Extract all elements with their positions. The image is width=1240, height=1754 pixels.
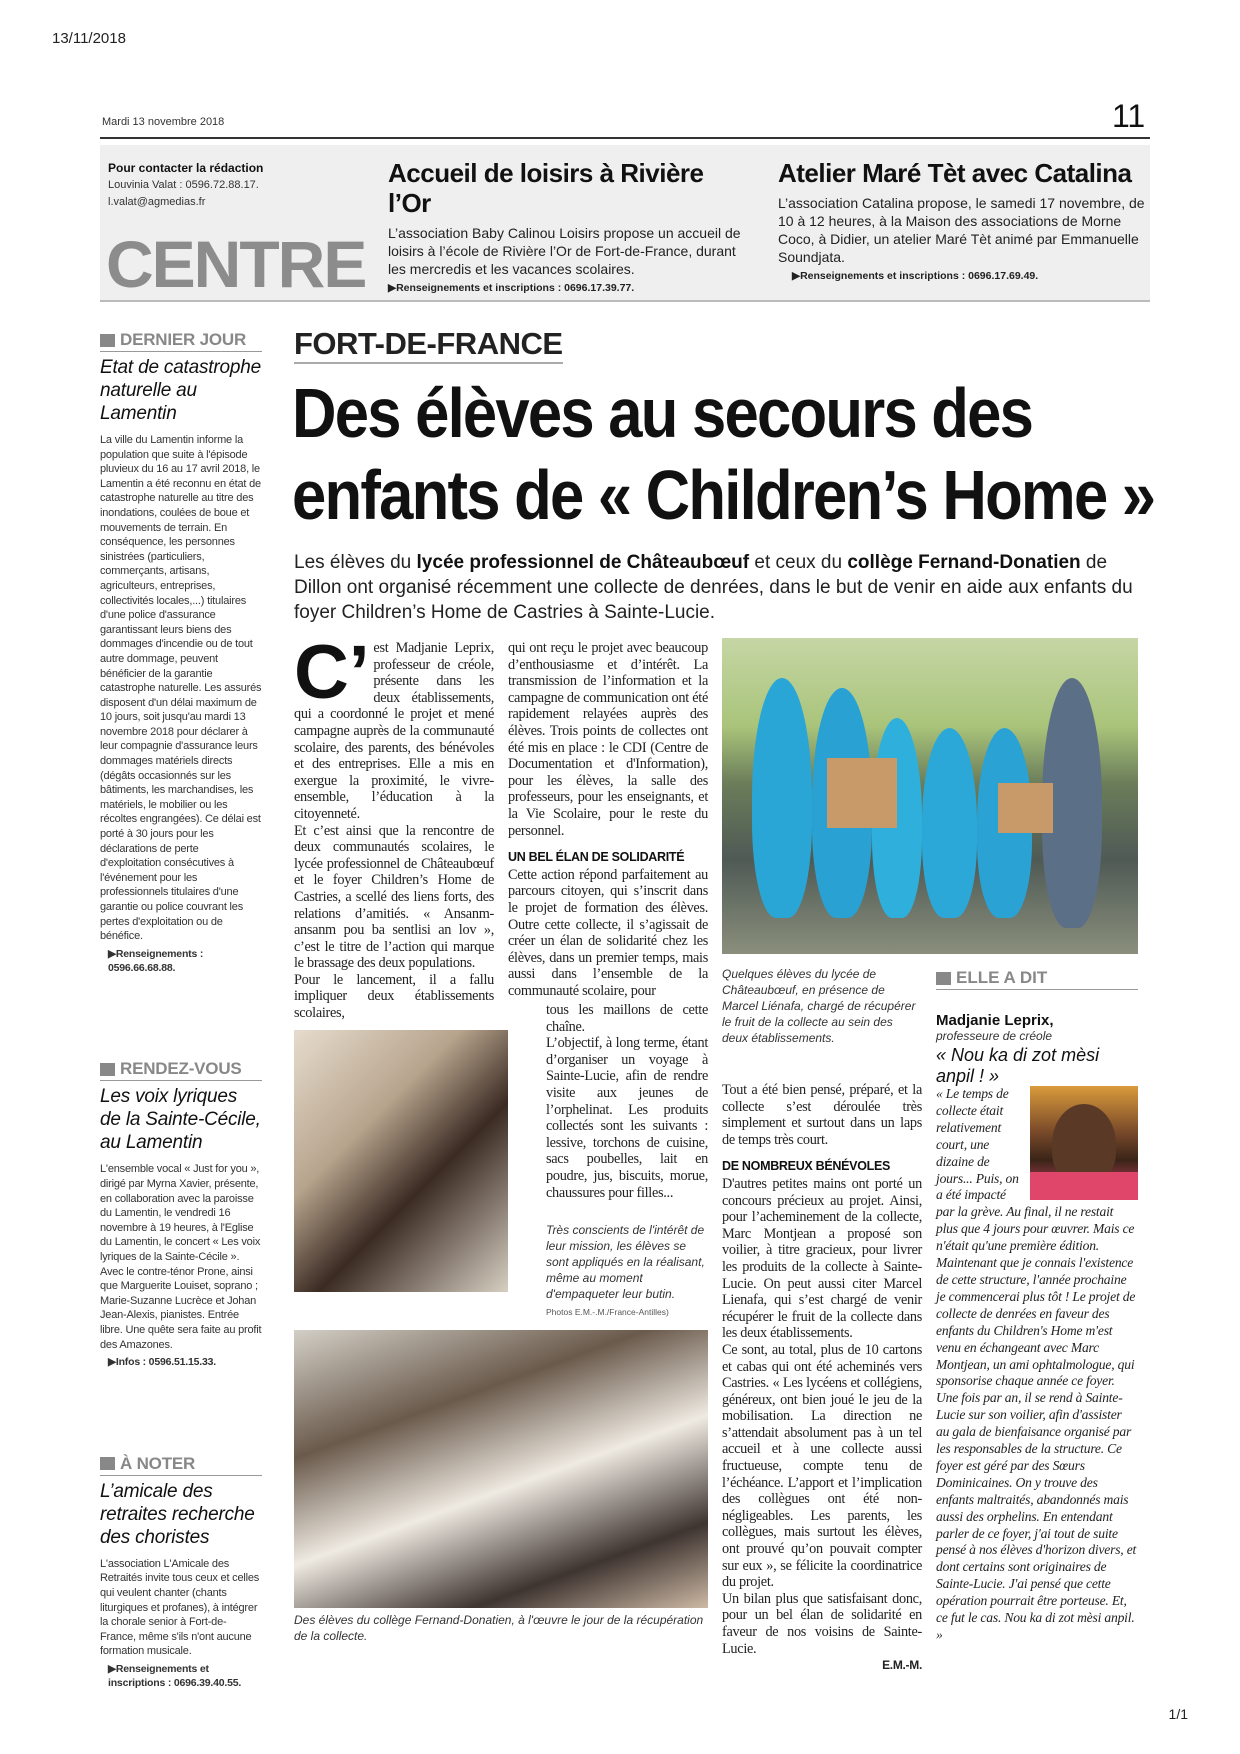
brief-info: ▶Renseignements et inscriptions : 0696.17.39.77. — [388, 282, 635, 294]
sidebar-text: L'association L'Amicale des Retraités invite tous ceux et celles qui veulent chanter (chants liturgiques et profanes), à intégrer la chorale senior à Fort-de-France, même s'ils n'ont aucune formation musicale. — [100, 1557, 260, 1658]
lead-bold: lycée professionnel de Châteaubœuf — [416, 552, 750, 573]
sidebar-info: ▶Renseignements et inscriptions : 0696.39.40.55. — [108, 1663, 242, 1689]
print-date: 13/11/2018 — [52, 30, 126, 47]
interviewee-name: Madjanie Leprix, — [936, 1012, 1054, 1029]
subheading: DE NOMBREUX BÉNÉVOLES — [722, 1159, 891, 1174]
brief-title: Atelier Maré Tèt avec Catalina — [778, 158, 1132, 188]
photo-students-with-boxes — [722, 638, 1138, 954]
kicker-label: DERNIER JOUR — [120, 330, 247, 349]
brief-atelier — [778, 158, 1148, 285]
subheading: UN BEL ÉLAN DE SOLIDARITÉ — [508, 850, 685, 865]
brief-title: Accueil de loisirs à Rivière l’Or — [388, 158, 704, 218]
sidebar-info: ▶Infos : 0596.51.15.33. — [108, 1356, 216, 1369]
sidebar-title: Les voix lyriques de la Sainte-Cécile, au Lamentin — [100, 1086, 261, 1154]
header-rule — [100, 137, 1150, 139]
brief-text: L’association Baby Calinou Loisirs propose un accueil de loisirs à l’école de Rivière l’Or de Fort-de-France, durant les mercredis et les vacances scolaires. — [388, 225, 741, 277]
kicker — [100, 330, 262, 352]
sidebar-item-rendez-vous — [100, 1059, 262, 1369]
photo-credit: Photos E.M.-.M./France-Antilles) — [546, 1307, 669, 1317]
paragraph: Un bilan plus que satisfaisant donc, pour un bel élan de solidarité en faveur de nos voisins de Sainte-Lucie. — [722, 1590, 922, 1657]
kicker — [100, 1454, 262, 1476]
paragraph: Pour le lancement, il a fallu impliquer deux établissements scolaires, — [294, 971, 494, 1022]
headline-line: enfants de « Children’s Home » — [292, 456, 1155, 534]
square-bullet-icon — [936, 972, 951, 985]
brief-text: L’association Catalina propose, le samedi 17 novembre, de 10 à 12 heures, à la Maison des associations de Morne Coco, à Didier, un atelier Maré Tèt animé par Emmanuelle Soundjata. — [778, 195, 1145, 265]
square-bullet-icon — [100, 1457, 115, 1470]
photo-students-packing — [294, 1030, 508, 1292]
lead-text: Les élèves du — [294, 552, 417, 573]
kicker — [100, 1059, 262, 1081]
contact-person: Louvinia Valat : 0596.72.88.17. — [108, 179, 259, 191]
paragraph: qui ont reçu le projet avec beaucoup d’enthousiasme et d’intérêt. La transmission de l’information et la campagne de communication ont été rapidement relayées auprès des élèves. Trois points de collectes ont été mis en place : le CDI (Centre de Documentation et d'Information), pour les élèves, la salle des professeurs, pour les enseignants, et la Vie Scolaire, pour le reste du personnel. — [508, 640, 708, 839]
interview-quote-title: « Nou ka di zot mèsi anpil ! » — [936, 1045, 1100, 1086]
contact-box — [108, 160, 338, 211]
lead-text: de Dillon ont organisé récemment une collecte de denrées, dans le but de venir en aide aux enfants du foyer Children’s Home de Castries à Sainte-Lucie. — [294, 552, 1133, 623]
paragraph: D'autres petites mains ont porté un concours précieux au projet. Ainsi, pour l’acheminement de la collecte, Marc Montjean a proposé son voilier, à titre gracieux, pour livrer les produits de la collecte à Sainte-Lucie. On peut aussi citer Marcel Lienafa, qui s’est chargé de venir récupérer le fruit de la collecte dans les deux établissements. — [722, 1175, 922, 1342]
article-signature: E.M.-M. — [882, 1658, 922, 1673]
article-lead — [294, 550, 1154, 625]
print-page-count: 1/1 — [1168, 1706, 1188, 1722]
sidebar-text: L'ensemble vocal « Just for you », dirigé par Myrna Xavier, présente, en collaboration avec la paroisse du Lamentin, le vendredi 16 novembre à 19 heures, à l'Eglise du Lamentin, le concert « Les voix lyriques de la Sainte-Cécile ». Avec le contre-ténor Prone, ainsi que Marguerite Louiset, soprano ; Marie-Suzanne Lucrèce et Johan Jean-Alexis, pianistes. Entrée libre. Une quête sera faite au profit des Amazones. — [100, 1163, 262, 1351]
sidebar-title: L’amicale des retraites recherche des choristes — [100, 1480, 255, 1548]
sidebar-item-a-noter — [100, 1454, 262, 1690]
kicker-label: ELLE A DIT — [956, 968, 1048, 987]
photo-caption: Quelques élèves du lycée de Châteaubœuf, en présence de Marcel Liénafa, chargé de récupérer le fruit de la collecte au sein des deux établissements. — [722, 967, 916, 1045]
article-headline — [292, 372, 1155, 536]
paragraph: Cette action répond parfaitement au parcours citoyen, qui s’inscrit dans le projet de formation des élèves. Outre cette collecte, il s’agissait de créer un élan de solidarité chez les élèves, dans un premier temps, mais aussi dans l’ensemble de la communauté scolaire, pour — [508, 866, 708, 999]
square-bullet-icon — [100, 1063, 115, 1076]
photo-portrait — [1030, 1086, 1138, 1200]
interview-box — [936, 968, 1138, 1087]
brief-loisirs — [388, 158, 748, 297]
kicker — [936, 968, 1138, 990]
article-column-3 — [722, 1082, 922, 1674]
square-bullet-icon — [100, 334, 115, 347]
drop-cap: C’ — [294, 630, 370, 715]
photo-college-students — [294, 1330, 708, 1608]
paragraph: Et c’est ainsi que la rencontre de deux communautés scolaires, le lycée professionnel de Châteaubœuf et le foyer Children’s Home de Castries, a scellé des liens forts, des relations d’amitiés. « Ansanm-ansanm pou ba sentlisi an lov », c’est le titre de l’action qui marque le brassage des deux populations. — [294, 822, 494, 972]
kicker-label: RENDEZ-VOUS — [120, 1059, 242, 1079]
lead-bold: collège Fernand-Donatien — [847, 552, 1081, 573]
paragraph: tous les maillons de cette chaîne. — [546, 1002, 708, 1035]
paragraph: L’objectif, à long terme, étant d’organiser un voyage à Sainte-Lucie, afin de rendre visite aux jeunes de l’orphelinat. Les produits collectés sont les suivants : lessive, torchons de cuisine, sacs poubelles, lait en poudre, jus, biscuits, morue, chaussures pour filles... — [546, 1035, 708, 1201]
photo-caption: Des élèves du collège Fernand-Donatien, à l'œuvre le jour de la récupération de la collecte. — [294, 1613, 704, 1643]
page-number: 11 — [1112, 98, 1146, 134]
lead-text: et ceux du — [749, 552, 848, 573]
sidebar-info: ▶Renseignements : 0596.66.68.88. — [108, 947, 204, 974]
article-rubric: FORT-DE-FRANCE — [294, 326, 563, 364]
paragraph: est Madjanie Leprix, professeur de créole, présente dans les deux établissements, qui a coordonné le projet et mené campagne auprès de la communauté scolaire, des parents, des bénévoles et des entreprises. Elle a mis en exergue la proximité, le vivre-ensemble, l’éducation à la citoyenneté. — [294, 640, 494, 822]
article-column-2b — [546, 1002, 708, 1201]
contact-email[interactable]: l.valat@agmedias.fr — [108, 196, 206, 208]
sidebar — [100, 330, 262, 1690]
sidebar-item-dernier-jour — [100, 330, 262, 975]
interview-quote: « Le temps de collecte était relativement court, une dizaine de jours... Puis, on a été impacté par la grève. Au final, il ne restait plus que 4 jours pour œuvrer. Mais ce n'était qu'une première édition. Maintenant que je connais l'existence de cette structure, l'année prochaine je commencerai plus tôt ! Le projet de collecte de denrées en faveur des enfants du Children's Home m'est venu en échangeant avec Marc Montjean, un ami ophtalmologue, qui sponsorise chaque année ce foyer. Une fois par an, il se rend à Sainte-Lucie sur son voilier, afin d'assister au gala de bienfaisance organisé par les responsables de la structure. Ce foyer est géré par des Sœurs Dominicaines. On y trouve des enfants maltraités, abandonnés mais aussi des orphelins. En entendant parler de ce foyer, j'ai tout de suite pensé à nos élèves d'horizon divers, et dont certains sont originaires de Sainte-Lucie. J'ai pensé que cette opération pourrait être porteuse. Et, ce fut le cas. Nou ka di zot mèsi anpil. » — [936, 1086, 1137, 1642]
paragraph: Ce sont, au total, plus de 10 cartons et cabas qui ont été acheminés vers Castries. « Les lycéens et collégiens, généreux, ont bien joué le jeu de la mobilisation. La direction ne s’attendait absolument pas à un tel accueil et à une collecte aussi fructueuse, compte tenu de l’échéance. L’apport et l’implication des collègues ont été non-négligeables. Les parents, les collègues, mais surtout les élèves, ont prouvé qu’on pouvait compter sur eux », se félicite la coordinatrice du projet. — [722, 1341, 922, 1591]
photo-caption: Très conscients de l'intérêt de leur mission, les élèves se sont appliqués en la réalisant, même au moment d'empaqueter leur butin. — [546, 1223, 705, 1301]
contact-title: Pour contacter la rédaction — [108, 161, 264, 175]
sidebar-text: La ville du Lamentin informe la population que suite à l'épisode pluvieux du 16 au 17 avril 2018, le Lamentin a été reconnu en état de catastrophe naturelle au titre des inondations, coulées de boue et mouvements de terrain. En conséquence, les personnes sinistrées (particuliers, commerçants, artisans, agriculteurs, entreprises, collectivités locales,...) titulaires d'une police d'assurance garantissant leurs biens des dommages d'incendie ou de tout autre dommage, peuvent bénéficier de la garantie catastrophe naturelle. Les assurés disposent d'un délai maximum de 10 jours, soit jusqu'au mardi 13 novembre 2018 pour déclarer à leur compagnie d'assurance leurs dommages matériels directs (dégâts occasionnés sur les bâtiments, les marchandises, les matériels, le mobilier ou les récoltes engrangées). Ce délai est porté à 30 jours pour les déclarations de perte d'exploitation consécutives à l'événement pour les professionnels titulaires d'une garantie ou police couvrant les pertes d'exploitation ou de bénéfice. — [100, 434, 262, 943]
article-column-2 — [508, 640, 708, 999]
kicker-label: À NOTER — [120, 1453, 196, 1473]
sidebar-title: Etat de catastrophe naturelle au Lamentin — [100, 357, 261, 424]
interviewee-role: professeure de créole — [936, 1029, 1053, 1043]
section-title: CENTRE — [106, 227, 366, 301]
headline-line: Des élèves au secours des — [292, 374, 1033, 452]
brief-info: ▶Renseignements et inscriptions : 0696.17.69.49. — [792, 270, 1039, 282]
paragraph: Tout a été bien pensé, préparé, et la collecte s’est déroulée très simplement et surtout dans un laps de temps très court. — [722, 1082, 922, 1148]
article-column-1 — [294, 630, 494, 1022]
page-date: Mardi 13 novembre 2018 — [102, 116, 225, 128]
